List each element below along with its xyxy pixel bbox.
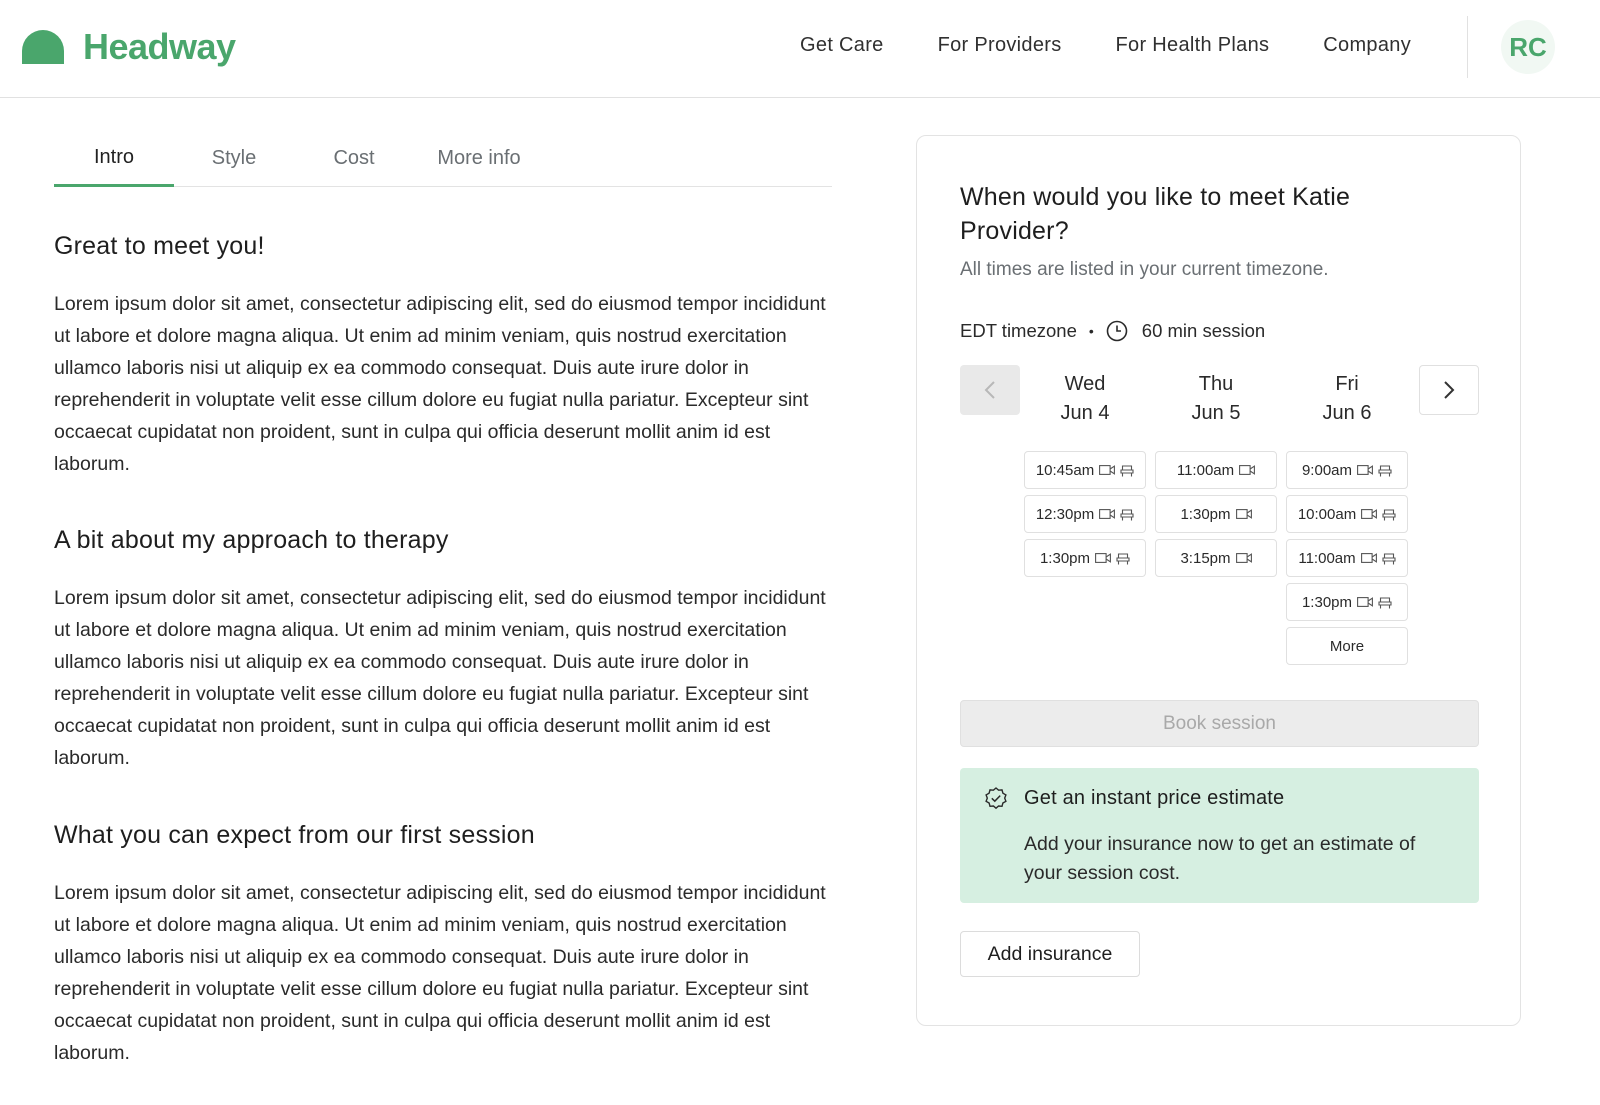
booking-title: When would you like to meet Katie Provider? (960, 183, 1351, 245)
tab-cost[interactable]: Cost (333, 147, 375, 169)
section-body: Lorem ipsum dolor sit amet, consectetur adipiscing elit, sed do eiusmod tempor incididunt ut labore et dolore magna aliqua. Ut enim ad minim veniam, quis nostrud exercitation ullamco laboris nisi ut aliquip ex ea commodo consequat. Duis aute irure dolor in reprehenderit in voluptate velit esse cillum dolore eu fugiat nulla pariatur. Excepteur sint occaecat cupidatat non proident, sunt in culpa qui officia deserunt mollit anim id est laborum. (54, 587, 826, 769)
main-nav (800, 34, 1411, 57)
armchair-icon (1382, 508, 1396, 521)
armchair-icon (1116, 552, 1130, 565)
first-session-section (54, 821, 834, 1069)
approach-section (54, 526, 834, 774)
prev-dates-button[interactable] (960, 365, 1020, 415)
price-estimate-banner (960, 768, 1479, 903)
session-meta (960, 320, 1265, 342)
video-icon (1099, 509, 1115, 519)
time-slot[interactable] (1024, 539, 1146, 577)
armchair-icon (1120, 508, 1134, 521)
day-header-thu (1155, 370, 1277, 428)
day-weekday: Thu (1198, 373, 1234, 395)
section-body: Lorem ipsum dolor sit amet, consectetur adipiscing elit, sed do eiusmod tempor incididunt ut labore et dolore magna aliqua. Ut enim ad minim veniam, quis nostrud exercitation ullamco laboris nisi ut aliquip ex ea commodo consequat. Duis aute irure dolor in reprehenderit in voluptate velit esse cillum dolore eu fugiat nulla pariatur. Excepteur sint occaecat cupidatat non proident, sunt in culpa qui officia deserunt mollit anim id est laborum. (54, 293, 826, 475)
section-heading: What you can expect from our first session (54, 821, 535, 849)
timezone-label: EDT timezone (960, 320, 1077, 341)
day-date: Jun 4 (1060, 402, 1110, 424)
time-slot[interactable] (1286, 583, 1408, 621)
slot-time: 1:30pm (1301, 593, 1353, 611)
day-date: Jun 6 (1322, 402, 1372, 424)
video-icon (1099, 465, 1115, 475)
nav-get-care[interactable]: Get Care (800, 34, 884, 56)
logo-mark-icon (22, 30, 64, 64)
slot-time: 11:00am (1176, 461, 1235, 479)
estimate-body: Add your insurance now to get an estimate of your session cost. (1024, 833, 1416, 884)
slot-time: 9:00am (1301, 461, 1353, 479)
slot-time: 12:30pm (1035, 505, 1095, 523)
meta-separator: • (1088, 323, 1094, 339)
more-slots-button[interactable]: More (1286, 627, 1408, 665)
nav-for-health-plans[interactable]: For Health Plans (1115, 34, 1270, 56)
armchair-icon (1120, 464, 1134, 477)
video-icon (1357, 465, 1373, 475)
session-length: 60 min session (1141, 320, 1266, 341)
clock-icon (1106, 320, 1128, 342)
day-weekday: Fri (1335, 373, 1359, 395)
day-date: Jun 5 (1191, 402, 1241, 424)
video-icon (1361, 509, 1377, 519)
video-icon (1236, 509, 1252, 519)
tab-intro[interactable]: Intro (54, 130, 174, 187)
slot-time: 10:45am (1035, 461, 1095, 479)
time-slot[interactable] (1286, 495, 1408, 533)
nav-for-providers[interactable]: For Providers (937, 34, 1062, 56)
add-insurance-button[interactable]: Add insurance (960, 931, 1140, 977)
armchair-icon (1378, 596, 1392, 609)
armchair-icon (1382, 552, 1396, 565)
video-icon (1357, 597, 1373, 607)
tab-style[interactable]: Style (211, 147, 257, 169)
slot-time: 10:00am (1297, 505, 1357, 523)
day-header-fri (1286, 370, 1408, 428)
chevron-right-icon (1443, 380, 1455, 400)
booking-subtitle: All times are listed in your current timezone. (960, 259, 1329, 280)
verified-badge-icon (983, 786, 1009, 812)
estimate-title: Get an instant price estimate (1024, 787, 1285, 809)
section-heading: Great to meet you! (54, 232, 265, 260)
tab-more-info[interactable]: More info (437, 147, 521, 169)
section-body: Lorem ipsum dolor sit amet, consectetur adipiscing elit, sed do eiusmod tempor incididunt ut labore et dolore magna aliqua. Ut enim ad minim veniam, quis nostrud exercitation ullamco laboris nisi ut aliquip ex ea commodo consequat. Duis aute irure dolor in reprehenderit in voluptate velit esse cillum dolore eu fugiat nulla pariatur. Excepteur sint occaecat cupidatat non proident, sunt in culpa qui officia deserunt mollit anim id est laborum. (54, 882, 826, 1064)
slot-time: 3:15pm (1180, 549, 1231, 567)
time-slot[interactable] (1155, 539, 1277, 577)
slot-time: 1:30pm (1039, 549, 1091, 567)
armchair-icon (1378, 464, 1392, 477)
time-slot[interactable] (1155, 451, 1277, 489)
video-icon (1236, 553, 1252, 563)
logo-text: Headway (83, 26, 236, 67)
time-slot[interactable] (1286, 539, 1408, 577)
booking-card (916, 135, 1521, 1026)
time-slot[interactable] (1286, 451, 1408, 489)
logo[interactable] (22, 26, 236, 68)
intro-section (54, 232, 834, 480)
section-heading: A bit about my approach to therapy (54, 526, 449, 554)
day-header-wed (1024, 370, 1146, 428)
video-icon (1239, 465, 1255, 475)
chevron-left-icon (984, 380, 996, 400)
video-icon (1361, 553, 1377, 563)
next-dates-button[interactable] (1419, 365, 1479, 415)
profile-tabs (54, 130, 832, 187)
nav-divider (1467, 16, 1468, 78)
slot-time: 1:30pm (1180, 505, 1231, 523)
top-header (0, 0, 1600, 98)
video-icon (1095, 553, 1111, 563)
time-slot[interactable] (1024, 495, 1146, 533)
book-session-button[interactable]: Book session (960, 700, 1479, 747)
time-slot[interactable] (1155, 495, 1277, 533)
day-weekday: Wed (1064, 373, 1106, 395)
time-slot[interactable] (1024, 451, 1146, 489)
nav-company[interactable]: Company (1323, 34, 1411, 56)
slot-time: 11:00am (1298, 549, 1356, 567)
avatar[interactable]: RC (1501, 20, 1555, 74)
